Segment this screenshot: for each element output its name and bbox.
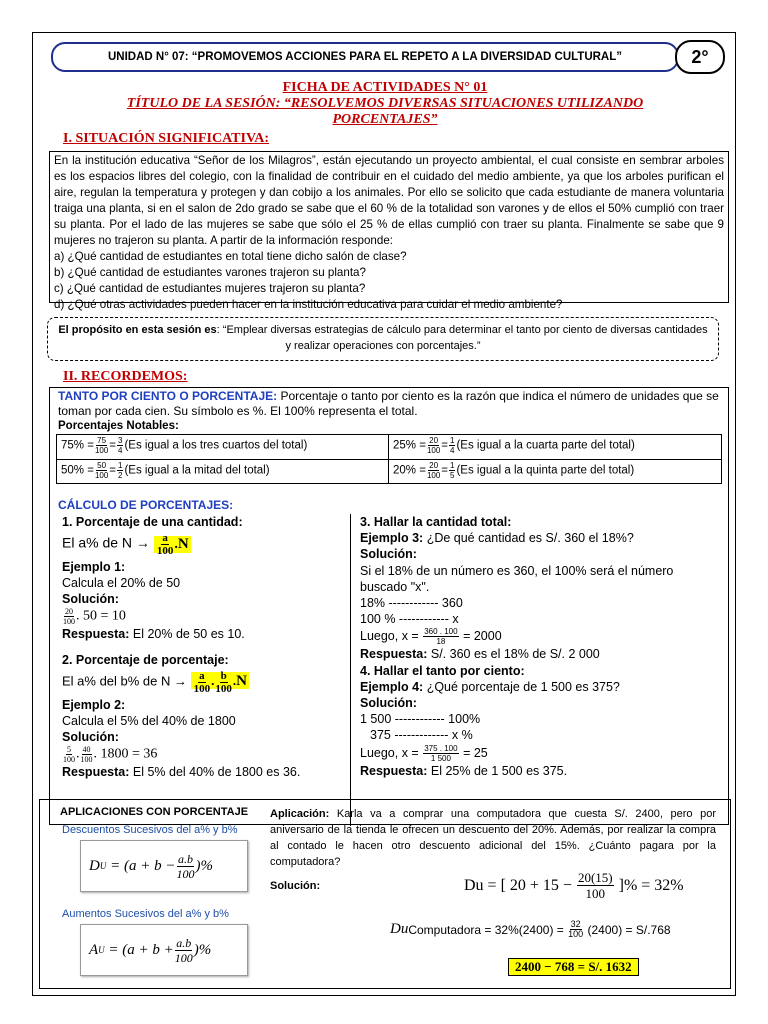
situacion-box [49,151,729,311]
du-computadora: Du Computadora = 32%(2400) = $\frac{32}{100}$ (2400) = S/.768 [390,919,671,939]
ej3-sol-label: Solución: [360,547,417,562]
notable-25: 25% = $\frac{20}{100}$ = $\frac{1}{4}$ (Es igual a la cuarta parte del total) [389,435,721,460]
session-title: TÍTULO DE LA SESIÓN: “RESOLVEMOS DIVERSAS SITUACIONES UTILIZANDO [126,96,644,111]
ej3-resp: Respuesta: S/. 360 es el 18% de S/. 2 000 [360,647,600,662]
ej3-line-2: 100 % ------------ x [360,612,459,627]
ej3-line-1: 18% ------------ 360 [360,596,463,611]
worksheet-page [32,32,736,996]
unit-header [51,42,679,72]
situacion-text: En la institución educativa “Señor de los Milagros”, están ejecutando un proyecto ambiental, el cual consiste en sembrar arboles es los espacios libres del colegio, con la finalidad de contribuir en el cuidado del medio ambiente, ya que los arboles purifican el aire, regulan la temperatura y protegen y dan cobijo a los animales. Por ello se solicito que cada estudiante de manera voluntaria traiga una planta, si en el salon de 2do grado se sabe que el 60 % de la totalidad son varones y de ellos el 50% cumplió con traer su planta. Por el lado de las mujeres se sabe que sólo el 25 % de ellas cumplió con traer su planta. Finalmente se sabe que 9 mujeres no trajeron su planta. A partir de la información responde: [54,154,724,247]
notable-75: 75% = $\frac{75}{100}$ = $\frac{3}{4}$ (Es igual a los tres cuartos del total) [57,435,389,460]
situacion-heading: I. SITUACIÓN SIGNIFICATIVA: [63,131,270,146]
s2-title: 2. Porcentaje de porcentaje: [62,653,229,667]
recordemos-heading: II. RECORDEMOS: [63,369,188,384]
ej4-line-2: 375 ------------- x % [370,728,473,743]
ficha-title: FICHA DE ACTIVIDADES N° 01 [282,80,488,95]
aplicaciones-heading: APLICACIONES CON PORCENTAJE [60,806,249,818]
worksheet-title [33,80,737,128]
ej3-question: Ejemplo 3: ¿De qué cantidad es S/. 360 el 18%? [360,531,634,546]
aplicacion-sol-label: Solución: [270,880,321,892]
notable-20: 20% = $\frac{20}{100}$ = $\frac{1}{5}$ (Es igual a la quinta parte del total) [393,460,635,480]
session-title-cont: PORCENTAJES” [332,112,438,127]
ej4-question: Ejemplo 4: ¿Qué porcentaje de 1 500 es 375? [360,679,620,694]
descuentos-formula: D U = (a + b − $\frac{a.b}{100}$ )% [80,840,248,892]
aumentos-formula: A U = (a + b + $\frac{a.b}{100}$ )% [80,924,248,976]
recordemos-box [49,387,729,825]
ej4-line-1: 1 500 ------------ 100% [360,712,481,727]
s1-title: 1. Porcentaje de una cantidad: [62,515,243,529]
ej2-resp: Respuesta: El 5% del 40% de 1800 es 36. [62,765,301,779]
proposito-box [47,317,719,361]
final-answer: 2400 − 768 = S/. 1632 [508,958,639,976]
def-label: TANTO POR CIENTO O PORCENTAJE: [58,389,278,403]
s2-formula: El a% del b% de N → $\frac{a}{100}$ . $\frac{b}{100}$ .N [62,670,247,695]
ej1-title: Ejemplo 1: [62,560,126,574]
calculo-right [360,514,722,779]
ej3-luego: Luego, x = $\frac{360 . 100}{18}$ = 2000 [360,627,502,647]
question-c: c) ¿Qué cantidad de estudiantes mujeres trajeron su planta? [54,282,366,295]
proposito-text: : “Emplear diversas estrategias de cálculo para determinar el tanto por ciento de diversas cantidades [216,324,708,336]
calculo-left [62,514,346,780]
ej2-text: Calcula el 5% del 40% de 1800 [62,714,236,728]
question-a: a) ¿Qué cantidad de estudiantes en total tiene dicho salón de clase? [54,250,407,263]
ej2-calc: $\frac{5}{100}$ . $\frac{40}{100}$ . 1800 = 36 [63,745,158,764]
ej1-text: Calcula el 20% de 50 [62,576,181,590]
aumentos-label: Aumentos Sucesivos del a% y b% [62,908,229,920]
ej1-calc: $\frac{20}{100}$ . 50 = 10 [63,607,126,626]
aplicacion-text: Aplicación: Karla va a comprar una computadora que cuesta S/. 2400, pero por aniversario de la tienda le ofrecen un descuento del 20%. Además, por realizar la compra al contado le hacen otro descuento adicional del 15%. ¿Cuánto pagara por la computadora? [270,808,716,868]
ej3-sol-2: buscado "x". [360,579,430,594]
ej1-sol-label: Solución: [62,592,119,606]
notables-table [56,434,722,484]
calculo-heading: CÁLCULO DE PORCENTAJES: [58,498,234,512]
s3-title: 3. Hallar la cantidad total: [360,515,512,529]
descuentos-label: Descuentos Sucesivos del a% y b% [62,824,238,836]
ej4-resp: Respuesta: El 25% de 1 500 es 375. [360,763,568,778]
notable-50: 50% = $\frac{50}{100}$ = $\frac{1}{2}$ (Es igual a la mitad del total) [57,460,389,484]
s1-formula: El a% de N → $\frac{a}{100}$ .N [62,532,189,557]
ej4-luego: Luego, x = $\frac{375 . 100}{1 500}$ = 25 [360,743,488,763]
def-text-2: toman por cada cien. Su símbolo es %. El 100% representa el total. [58,404,418,418]
proposito-text-2: y realizar operaciones con porcentajes.” [285,340,481,352]
ej3-sol-1: Si el 18% de un número es 360, el 100% será el número [360,563,674,578]
s4-title: 4. Hallar el tanto por ciento: [360,663,525,678]
unit-title: UNIDAD N° 07: “PROMOVEMOS ACCIONES PARA EL REPETO A LA DIVERSIDAD CULTURAL” [107,51,623,63]
def-text: Porcentaje o tanto por ciento es la razón que indica el número de unidades que se [277,389,719,403]
question-b: b) ¿Qué cantidad de estudiantes varones trajeron su planta? [54,266,366,279]
ej1-resp: Respuesta: El 20% de 50 es 10. [62,627,245,641]
ej2-sol-label: Solución: [62,730,119,744]
question-d: d) ¿Qué otras actividades pueden hacer en la institución educativa para cuidar el medio ambiente? [54,298,563,311]
grade-badge: 2° [675,40,725,74]
proposito-label: El propósito en esta sesión es [58,324,217,336]
notables-label: Porcentajes Notables: [58,420,179,432]
column-divider [350,514,351,826]
ej4-sol-label: Solución: [360,696,417,711]
aplicaciones-box [39,799,731,989]
ej2-title: Ejemplo 2: [62,698,126,712]
du-calc: Du = [ 20 + 15 − $\frac{20(15)}{100}$ ]% = 32% [464,870,684,901]
